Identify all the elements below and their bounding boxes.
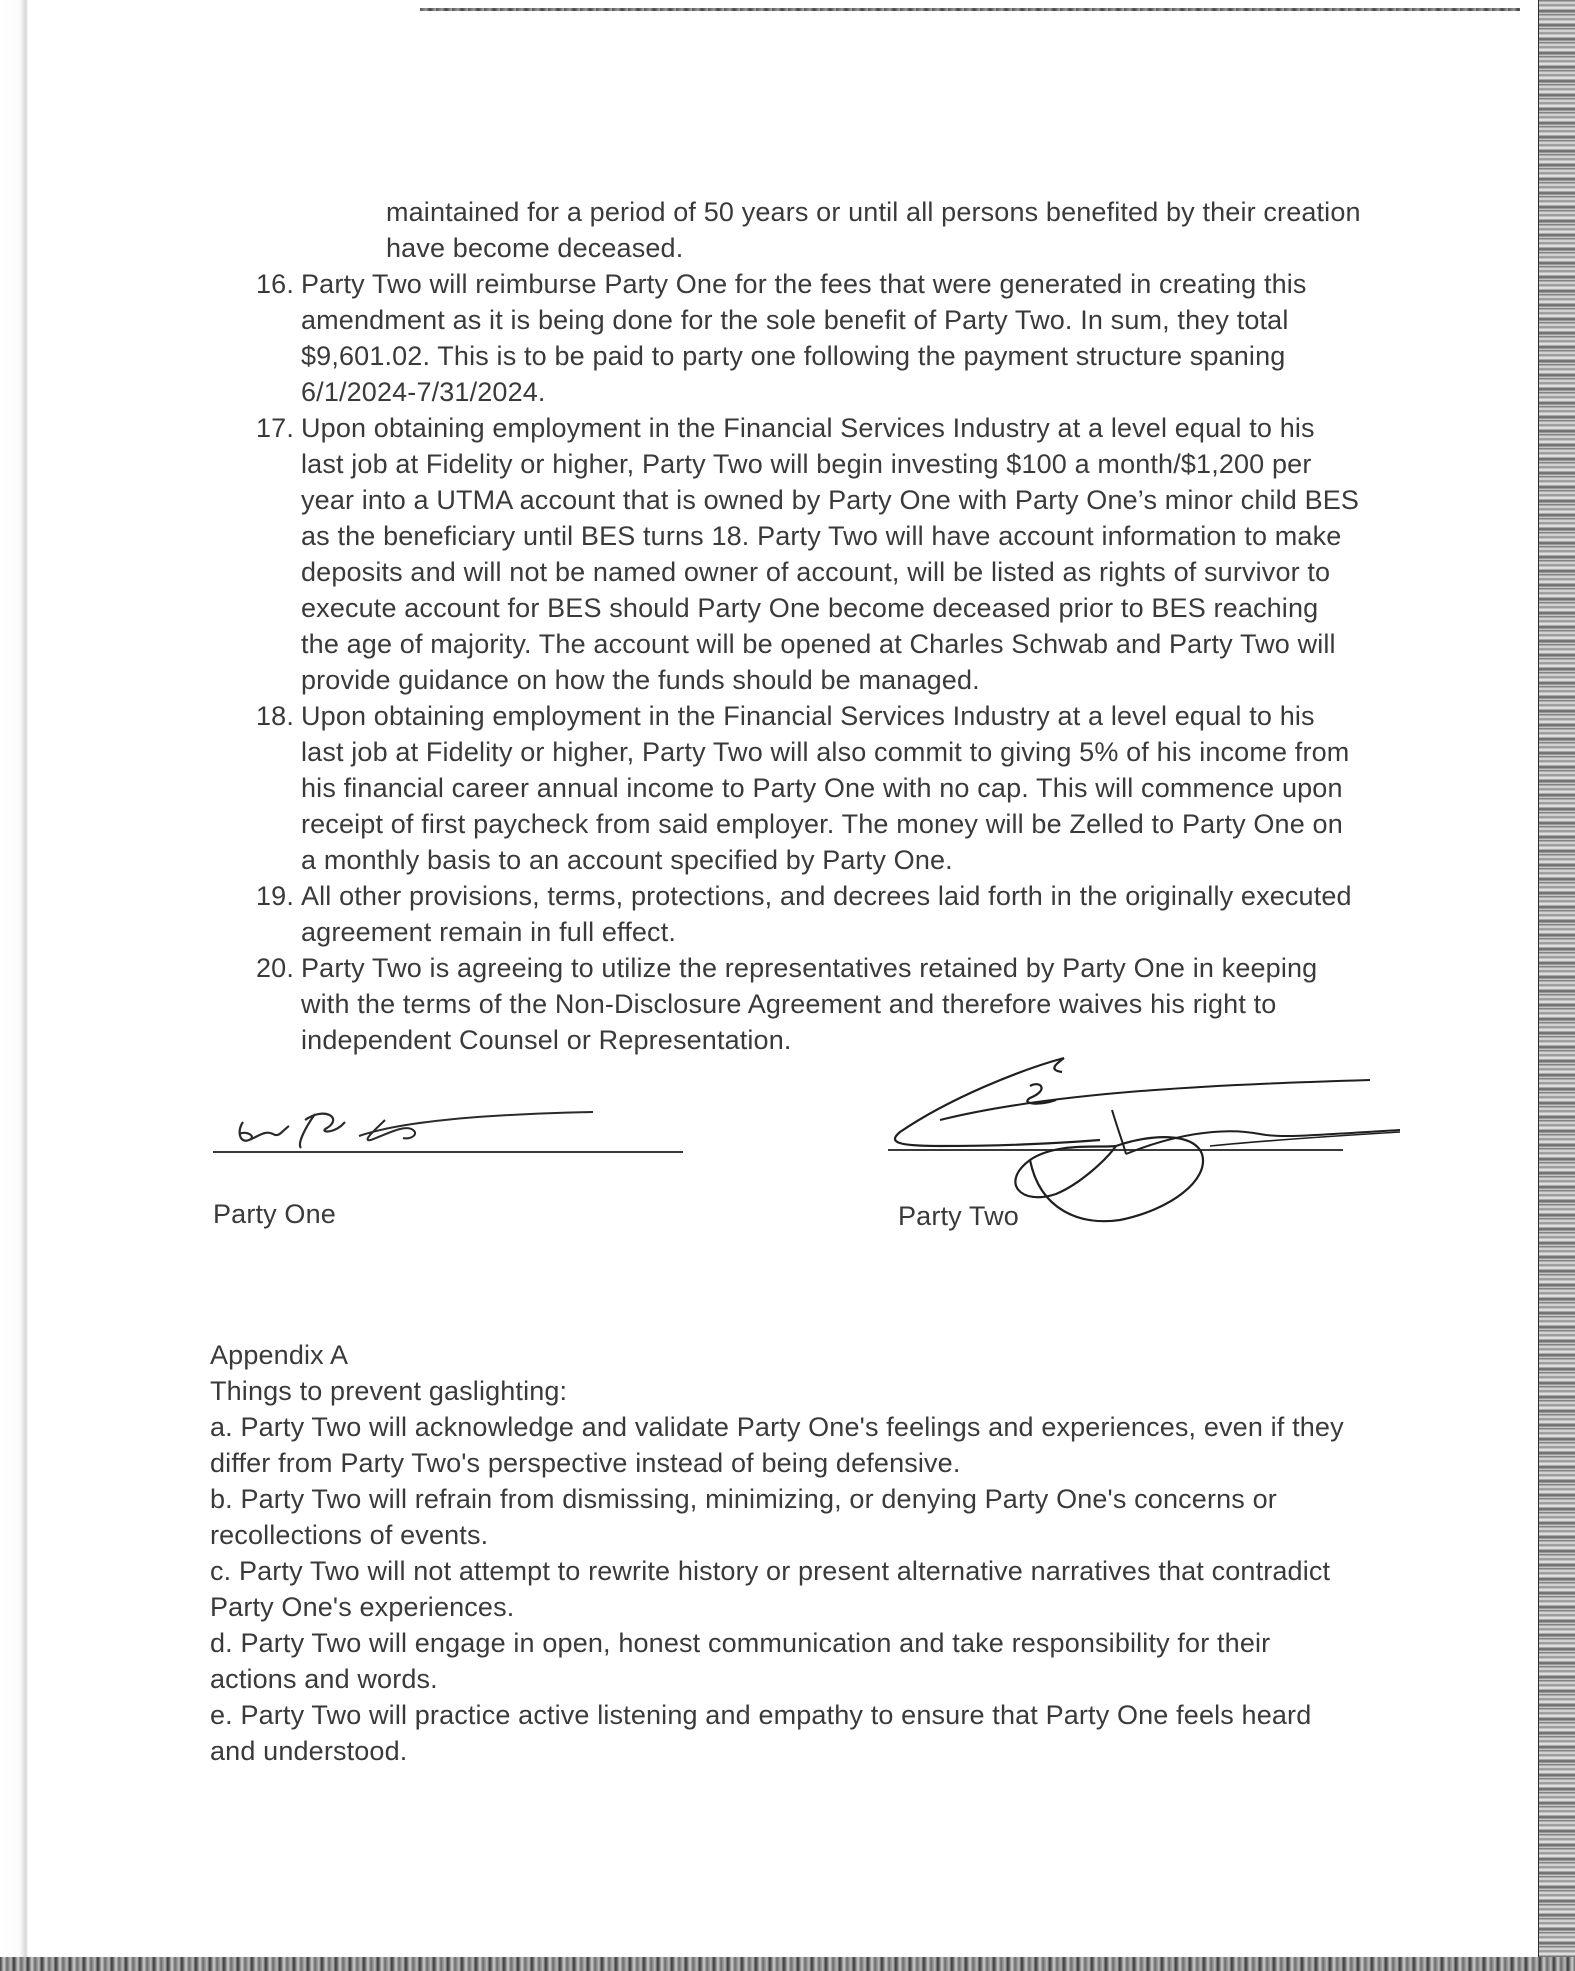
clause-number: 16. (256, 269, 294, 299)
clause-text: All other provisions, terms, protections, and decrees laid forth in the originally executed agreement remain in full effect. (301, 881, 1352, 947)
clause-text: Upon obtaining employment in the Financial Services Industry at a level equal to his last job at Fidelity or higher, Party Two will begin investing $100 a month/$1,200 per year into a UTMA account that is owned by Party One with Party One’s minor child BES as the beneficiary until BES turns 18. Party Two will have account information to make deposits and will not be named owner of account, will be listed as rights of survivor to execute account for BES should Party One become deceased prior to BES reaching the age of majority. The account will be opened at Charles Schwab and Party Two will provide guidance on how the funds should be managed. (301, 413, 1360, 695)
appendix-point: a. Party Two will acknowledge and validate Party One's feelings and experiences, even if they differ from Party Two's perspective instead of being defensive. (210, 1412, 1344, 1478)
appendix-section (210, 1337, 1360, 1769)
party-one-signature (235, 1100, 595, 1160)
appendix-point: c. Party Two will not attempt to rewrite history or present alternative narratives that contradict Party One's experiences. (210, 1556, 1331, 1622)
appendix-point: d. Party Two will engage in open, honest communication and take responsibility for their actions and words. (210, 1628, 1271, 1694)
appendix-title: Appendix A (210, 1340, 349, 1370)
clause-item (250, 950, 1360, 1058)
scan-left-edge (0, 0, 28, 1971)
appendix-subtitle: Things to prevent gaslighting: (210, 1376, 568, 1406)
clause-number: 20. (256, 953, 294, 983)
continued-clause: maintained for a period of 50 years or until all persons benefited by their creation have become deceased. (386, 197, 1361, 263)
party-two-label: Party Two (898, 1201, 1019, 1231)
clause-item (250, 266, 1360, 410)
clause-text: Party Two is agreeing to utilize the representatives retained by Party One in keeping with the terms of the Non-Disclosure Agreement and therefore waives his right to independent Counsel or Representation. (301, 953, 1318, 1055)
scan-right-edge (1539, 0, 1575, 1971)
scan-bottom-edge (0, 1957, 1575, 1971)
clause-text: Party Two will reimburse Party One for the fees that were generated in creating this amendment as it is being done for the sole benefit of Party Two. In sum, they total $9,601.02. This is to be paid to party one following the payment structure spaning 6/1/2024-7/31/2024. (301, 269, 1307, 407)
clause-text: Upon obtaining employment in the Financial Services Industry at a level equal to his last job at Fidelity or higher, Party Two will also commit to giving 5% of his income from his financial career annual income to Party One with no cap. This will commence upon receipt of first paycheck from said employer. The money will be Zelled to Party One on a monthly basis to an account specified by Party One. (301, 701, 1350, 875)
appendix-point: b. Party Two will refrain from dismissing, minimizing, or denying Party One's concerns or recollections of events. (210, 1484, 1277, 1550)
clause-number: 17. (256, 413, 294, 443)
clause-number: 19. (256, 881, 294, 911)
appendix-point: e. Party Two will practice active listening and empathy to ensure that Party One feels heard and understood. (210, 1700, 1312, 1766)
clause-item (250, 878, 1360, 950)
party-one-label: Party One (213, 1199, 336, 1229)
clause-item (250, 698, 1360, 878)
clause-item (250, 410, 1360, 698)
clause-number: 18. (256, 701, 294, 731)
scan-top-edge (420, 8, 1520, 11)
numbered-clauses (250, 266, 1360, 1058)
